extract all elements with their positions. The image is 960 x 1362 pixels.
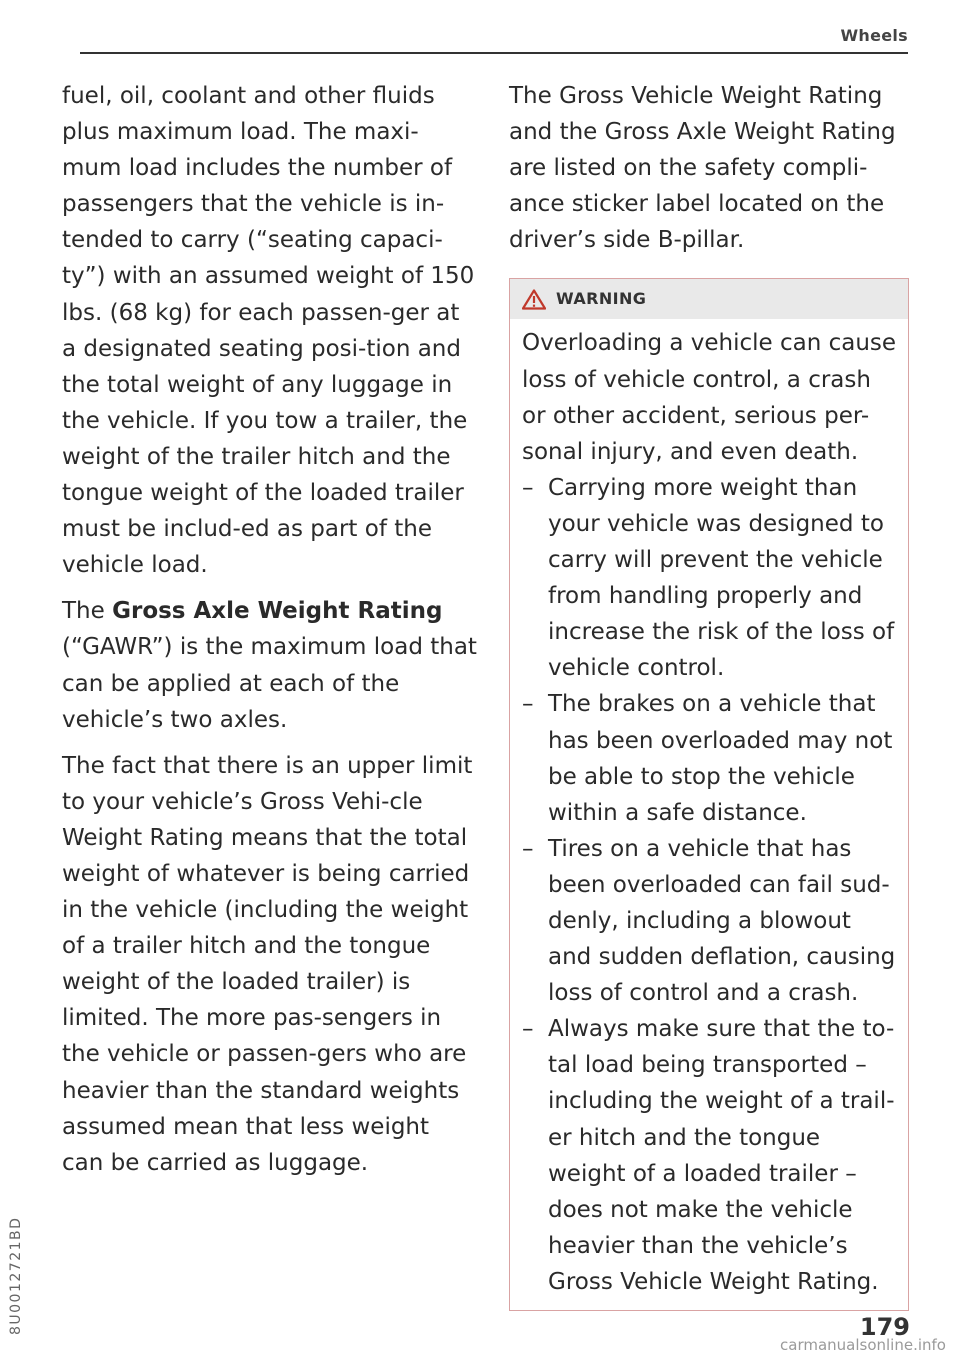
paragraph-weight-limit: The fact that there is an upper limit to your vehicle’s Gross Vehi-cle Weight Rating means that the total weight of whatever is being carried in the vehicle (including the weight of a trailer hitch and the tongue weight of the loaded trailer) is limited. The more pas-sengers in the vehicle or passen-gers who are heavier than the standard weights assumed mean that less weight can be carried as luggage.	[62, 752, 473, 1176]
warning-header	[510, 279, 908, 319]
gawr-term: Gross Axle Weight Rating	[112, 598, 443, 625]
gawr-prefix: The	[62, 598, 113, 625]
watermark: carmanualsonline.info	[780, 1336, 946, 1354]
warning-title: WARNING	[556, 289, 647, 309]
paragraph-gawr	[62, 593, 477, 737]
warning-box	[509, 278, 909, 1311]
warning-triangle-icon	[522, 289, 546, 310]
left-column	[62, 78, 477, 1191]
warning-item-carrying-weight: – Carrying more weight than your vehicle was designed to carry will prevent the vehicle from handling properly and increase the risk of the loss of vehicle control.	[522, 470, 898, 687]
paragraph-load-definition: fuel, oil, coolant and other fluids plus maximum load. The maxi-mum load includes the number of passengers that the vehicle is in-tended to carry (“seating capaci-ty”) with an assumed weight of 150 lbs. (68 kg) for each passen-ger at a designated seating posi-tion and the total weight of any luggage in the vehicle. If you tow a trailer, the weight of the trailer hitch and the tongue weight of the loaded trailer must be includ-ed as part of the vehicle load.	[62, 83, 475, 579]
paragraph-sticker-location: The Gross Vehicle Weight Rating and the Gross Axle Weight Rating are listed on the safety compli-ance sticker label located on the driver’s side B-pillar.	[509, 83, 896, 254]
header-divider	[80, 52, 908, 54]
document-code: 8U0012721BD	[8, 1216, 24, 1335]
right-column	[509, 78, 909, 1311]
gawr-definition: (“GAWR”) is the maximum load that can be applied at each of the vehicle’s two axles.	[62, 634, 477, 733]
warning-item-tires: – Tires on a vehicle that has been overloaded can fail sud-denly, including a blowout and sudden deflation, causing loss of control and a crash.	[522, 831, 898, 1011]
warning-lead: Overloading a vehicle can cause loss of vehicle control, a crash or other accident, serious per-sonal injury, and even death.	[522, 330, 897, 465]
section-title: Wheels	[840, 26, 908, 45]
warning-list	[522, 470, 898, 1300]
warning-body	[510, 319, 908, 1310]
warning-item-total-load: – Always make sure that the to-tal load being transported – including the weight of a trail-er hitch and the tongue weight of a loaded trailer – does not make the vehicle heavier than the vehicle’s Gross Vehicle Weight Rating.	[522, 1011, 898, 1300]
page-number: 179	[859, 1313, 910, 1341]
warning-item-brakes: – The brakes on a vehicle that has been overloaded may not be able to stop the vehicle within a safe distance.	[522, 686, 898, 830]
